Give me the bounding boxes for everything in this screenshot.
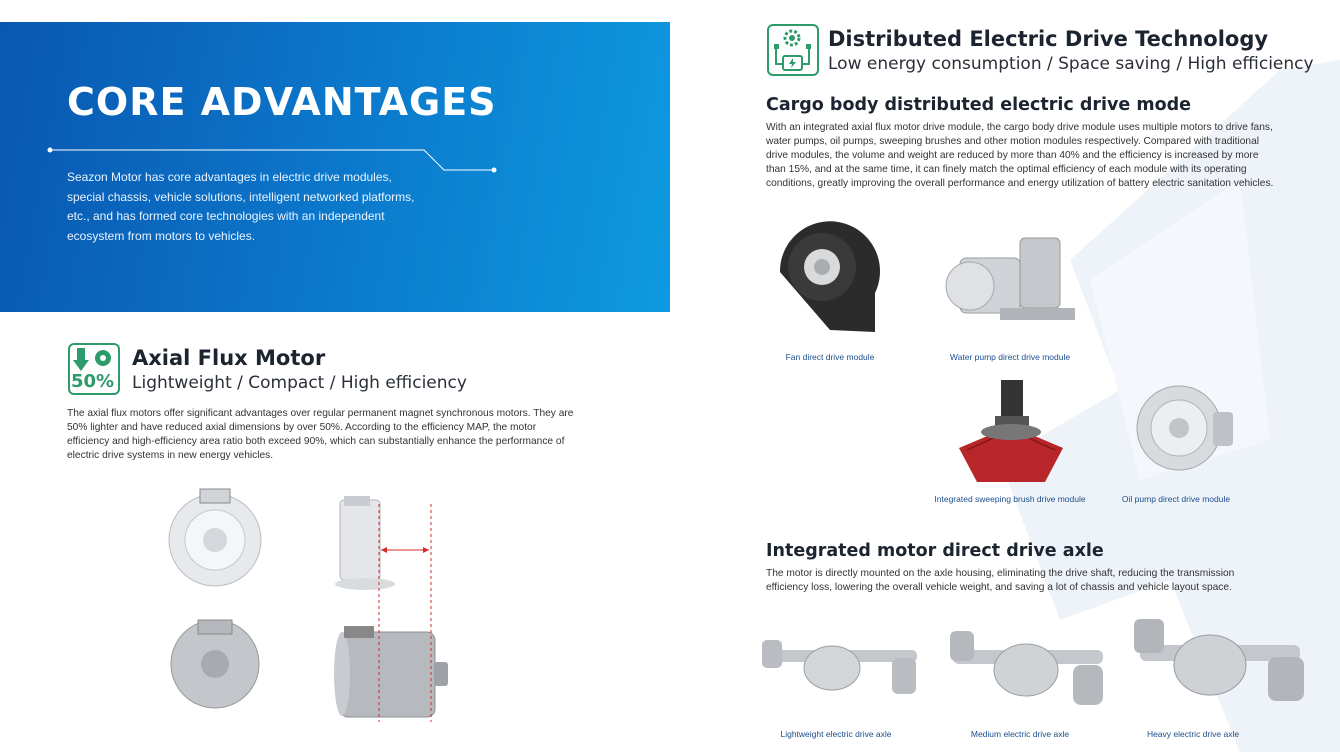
fan-module-caption: Fan direct drive module xyxy=(785,352,875,362)
axial-flux-title: Axial Flux Motor xyxy=(132,346,326,370)
cargo-body-title: Cargo body distributed electric drive mode xyxy=(766,95,1192,115)
axial-flux-subtitle: Lightweight / Compact / High efficiency xyxy=(132,373,467,393)
medium-axle-caption: Medium electric drive axle xyxy=(970,729,1070,739)
oil-pump-image xyxy=(1135,378,1235,478)
fifty-percent-label: 50% xyxy=(71,371,115,392)
axle-title: Integrated motor direct drive axle xyxy=(766,541,1104,561)
axle-text: The motor is directly mounted on the axle housing, eliminating the drive shaft, reducing the transmission efficiency loss, lowering the overall vehicle weight, and saving a lot of chassis and vehicle layout space. xyxy=(766,568,1235,593)
lightweight-axle-caption: Lightweight electric drive axle xyxy=(780,729,892,739)
axial-flux-comparison-figure xyxy=(160,482,460,727)
water-pump-image xyxy=(940,228,1080,338)
core-advantages-text: Seazon Motor has core advantages in electric drive modules, special chassis, vehicle solutions, intelligent networked platforms, etc., and has formed core technologies with an independent ecosystem from motors to vehicles. xyxy=(67,170,415,243)
gear-battery-icon xyxy=(769,26,816,73)
core-advantages-banner xyxy=(0,22,670,312)
distributed-drive-subtitle: Low energy consumption / Space saving / High efficiency xyxy=(828,54,1314,74)
water-pump-caption: Water pump direct drive module xyxy=(949,352,1071,362)
medium-axle-image xyxy=(948,625,1108,710)
distributed-drive-icon xyxy=(767,24,819,76)
cargo-body-text: With an integrated axial flux motor drive module, the cargo body drive module uses multiple motors to drive fans, water pumps, oil pumps, sweeping brushes and other motion modules respectively. Compared with traditional drive modules, the volume and weight are reduced by more than 40% and the efficiency is increased by more than 15%, and at the same time, it can finely match the optimal efficiency of each module with its operating conditions, greatly improving the overall performance and energy utilization of battery electric sanitation vehicles. xyxy=(766,122,1274,189)
distributed-drive-title: Distributed Electric Drive Technology xyxy=(828,27,1269,51)
heavy-axle-image xyxy=(1130,615,1308,710)
lightweight-axle-image xyxy=(762,628,922,708)
core-advantages-title: CORE ADVANTAGES xyxy=(67,80,497,124)
axial-flux-icon xyxy=(68,343,120,395)
axial-flux-text: The axial flux motors offer significant advantages over regular permanent magnet synchronous motors. They are 50% lighter and have reduced axial dimensions by over 50%. According to the efficiency MAP, the motor efficiency and high-efficiency area ratio both exceed 90%, which can substantially enhance the performance of electric drive systems in new energy vehicles. xyxy=(67,408,574,461)
sweeping-brush-image xyxy=(955,378,1067,486)
oil-pump-caption: Oil pump direct drive module xyxy=(1121,494,1231,504)
sweeping-brush-caption: Integrated sweeping brush drive module xyxy=(934,494,1086,504)
heavy-axle-caption: Heavy electric drive axle xyxy=(1146,729,1240,739)
fan-module-image xyxy=(770,212,885,340)
